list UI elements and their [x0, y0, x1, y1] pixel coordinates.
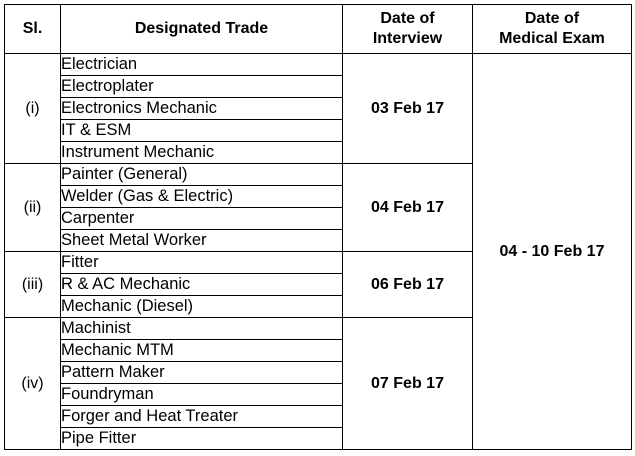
trade-cell: Pipe Fitter	[61, 428, 343, 450]
trade-cell: IT & ESM	[61, 120, 343, 142]
trade-cell: Instrument Mechanic	[61, 142, 343, 164]
trade-cell: Electrician	[61, 54, 343, 76]
interview-date-cell: 06 Feb 17	[343, 252, 473, 318]
table-row	[5, 54, 632, 76]
interview-date-cell: 04 Feb 17	[343, 164, 473, 252]
interview-date-cell: 07 Feb 17	[343, 318, 473, 450]
header-medical-line2: Medical Exam	[499, 30, 605, 47]
header-trade-text: Designated Trade	[134, 20, 269, 37]
interview-date-cell: 03 Feb 17	[343, 54, 473, 164]
trade-cell: Forger and Heat Treater	[61, 406, 343, 428]
trade-cell: Painter (General)	[61, 164, 343, 186]
trade-cell: Fitter	[61, 252, 343, 274]
serial-number-cell: (ii)	[5, 164, 61, 252]
header-sl-text: Sl.	[22, 20, 43, 37]
header-row	[5, 5, 632, 54]
trade-cell: Machinist	[61, 318, 343, 340]
trade-cell: Pattern Maker	[61, 362, 343, 384]
serial-number-cell: (iii)	[5, 252, 61, 318]
header-date-of-medical-exam	[473, 5, 632, 54]
trade-cell: Mechanic MTM	[61, 340, 343, 362]
header-interview-line2: Interview	[372, 30, 443, 47]
header-date-of-interview	[343, 5, 473, 54]
trade-cell: Mechanic (Diesel)	[61, 296, 343, 318]
header-interview-line1: Date of	[380, 10, 435, 27]
header-designated-trade	[61, 5, 343, 54]
serial-number-cell: (i)	[5, 54, 61, 164]
trade-cell: Electroplater	[61, 76, 343, 98]
trade-cell: R & AC Mechanic	[61, 274, 343, 296]
header-medical-line1: Date of	[524, 10, 580, 27]
trade-cell: Carpenter	[61, 208, 343, 230]
trade-cell: Welder (Gas & Electric)	[61, 186, 343, 208]
trade-cell: Electronics Mechanic	[61, 98, 343, 120]
serial-number-cell: (iv)	[5, 318, 61, 450]
trade-schedule-table	[4, 4, 632, 450]
medical-exam-date-cell: 04 - 10 Feb 17	[473, 54, 632, 450]
trade-cell: Sheet Metal Worker	[61, 230, 343, 252]
trade-cell: Foundryman	[61, 384, 343, 406]
header-sl	[5, 5, 61, 54]
